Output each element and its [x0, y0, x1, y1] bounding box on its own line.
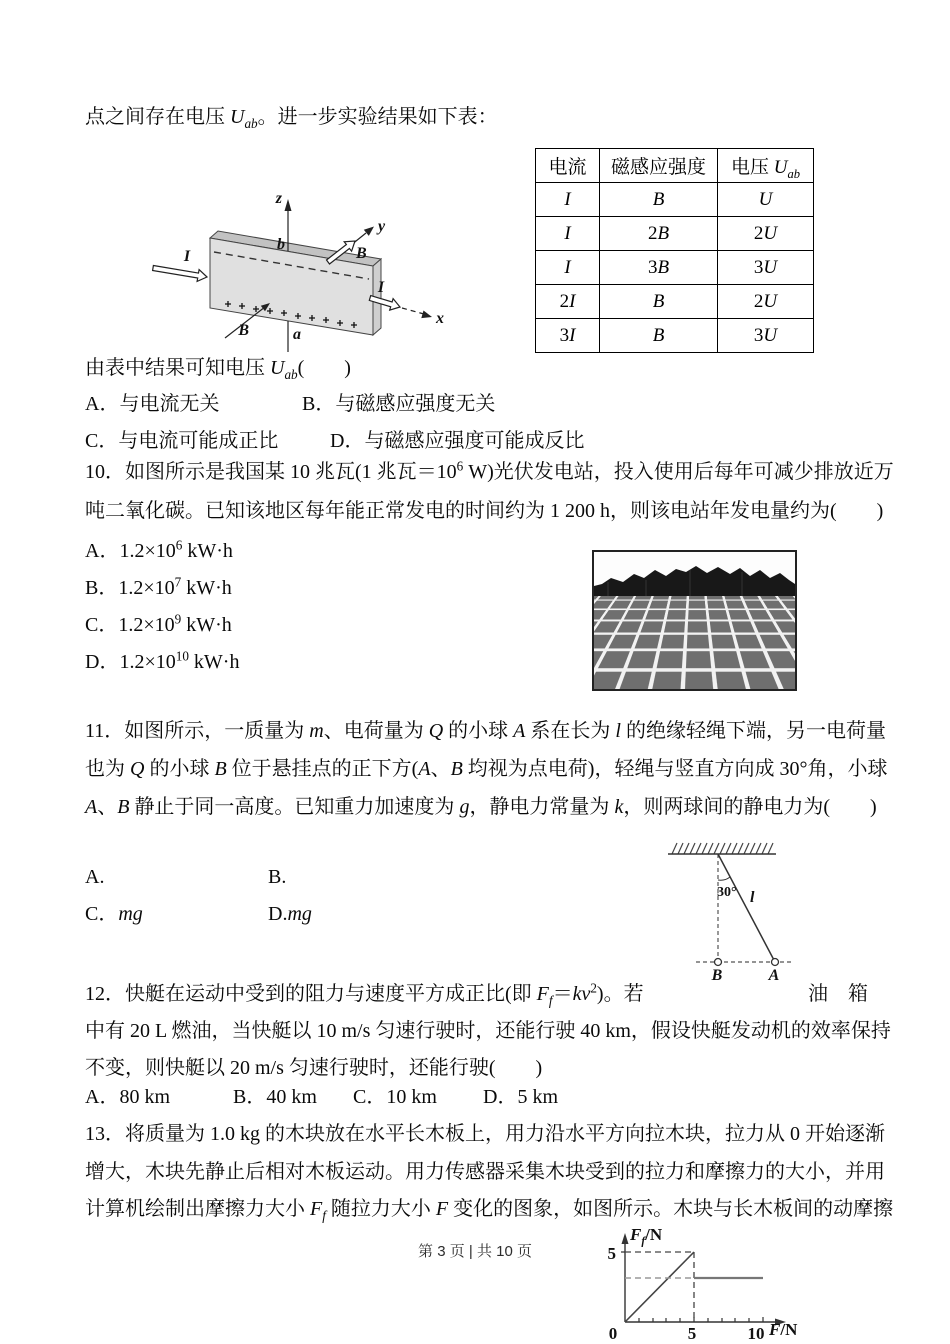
table-header-field: 磁感应强度 — [600, 149, 718, 183]
x-axis-arrowhead — [421, 311, 432, 319]
graph-rising-line — [625, 1252, 694, 1322]
q12-line-2: 中有 20 L 燃油，当快艇以 10 m/s 匀速行驶时，还能行驶 40 km，假设快艇发动机的效率保持 — [85, 1020, 891, 1042]
graph-tick-marks — [621, 1252, 763, 1322]
pendulum-angle-label: 30° — [717, 885, 737, 900]
solar-farm-photo — [592, 550, 797, 691]
pendulum-figure — [648, 836, 800, 984]
q11-option-a: A. — [85, 866, 105, 888]
q9-option-a: A．与电流无关 — [85, 393, 220, 415]
x-axis — [402, 308, 424, 314]
table-cell: 2U — [718, 285, 814, 319]
measurement-table — [535, 148, 814, 353]
graph-xtick-10: 10 — [747, 1324, 765, 1343]
table-cell: 2I — [536, 285, 600, 319]
q13-line-2: 增大，木块先静止后相对木板运动。用力传感器采集木块受到的拉力和摩擦力的大小，并用 — [85, 1161, 885, 1183]
q10-line-2: 吨二氧化碳。已知该地区每年能正常发电的时间约为 1 200 h，则该电站年发电量约为( ) — [85, 500, 884, 522]
q11-line-2: 也为 Q 的小球 B 位于悬挂点的正下方(A、B 均视为点电荷)，轻绳与竖直方向成 30°角，小球 — [85, 758, 888, 780]
hall-label-current-right: I — [377, 279, 385, 296]
graph-y-arrowhead — [622, 1233, 629, 1244]
table-cell: 3U — [718, 251, 814, 285]
angle-arc — [718, 877, 730, 880]
y-axis-arrowhead — [364, 227, 374, 236]
graph-xtick-5: 5 — [687, 1324, 697, 1343]
q11-option-c: C．mg — [85, 903, 143, 925]
photo-treeline — [594, 560, 795, 600]
q9-option-d: D．与磁感应强度可能成反比 — [330, 430, 585, 452]
graph-xtick-0: 0 — [608, 1324, 618, 1343]
table-cell: U — [718, 183, 814, 217]
hall-label-z: z — [275, 190, 282, 207]
q12-line-1-right: 油 箱 — [808, 983, 868, 1005]
table-row — [536, 217, 814, 251]
q12-option-b: B．40 km — [233, 1086, 317, 1108]
q9-conclusion-line: 由表中结果可知电压 $U_{ab}$( ) — [85, 357, 351, 382]
graph-x-axis-label: F/N — [769, 1320, 798, 1339]
q10-option-b: B．$1.2\times 10^7$ kW·h — [85, 574, 232, 599]
table-cell: 2U — [718, 217, 814, 251]
table-cell: 3B — [600, 251, 718, 285]
z-axis-arrowhead — [285, 199, 292, 211]
q10-option-d: D．$1.2\times 10^{10}$ kW·h — [85, 648, 240, 673]
hall-effect-figure — [148, 186, 450, 360]
table-row — [536, 319, 814, 353]
q12-option-c: C．10 km — [353, 1086, 437, 1108]
table-header-row — [536, 149, 814, 183]
q9-option-c: C．与电流可能成正比 — [85, 430, 279, 452]
table-cell: B — [600, 183, 718, 217]
graph-y-axis-label: $F_f/N$ — [630, 1225, 663, 1248]
q11-line-3: A、B 静止于同一高度。已知重力加速度为 g，静电力常量为 k，则两球间的静电力为( ) — [85, 796, 877, 818]
table-cell: I — [536, 217, 600, 251]
pendulum-label-a: A — [768, 967, 780, 984]
q10-option-a: A．$1.2\times 10^6$ kW·h — [85, 537, 233, 562]
ball-b — [715, 959, 722, 966]
string-line — [718, 854, 775, 962]
q12-option-a: A．80 km — [85, 1086, 170, 1108]
table-row — [536, 251, 814, 285]
ball-a — [772, 959, 779, 966]
slab-front-face — [210, 238, 373, 335]
pendulum-label-b: B — [711, 967, 723, 984]
table-cell: B — [600, 285, 718, 319]
ceiling-hatching — [672, 843, 773, 854]
hall-label-a-terminal: a — [293, 326, 301, 343]
table-cell: I — [536, 251, 600, 285]
q13-line-1: 13．将质量为 1.0 kg 的木块放在水平长木板上，用力沿水平方向拉木块，拉力从 0 开始逐渐 — [85, 1123, 885, 1145]
table-cell: B — [600, 319, 718, 353]
table-row — [536, 285, 814, 319]
q12-line-3: 不变，则快艇以 20 m/s 匀速行驶时，还能行驶( ) — [85, 1057, 543, 1079]
photo-panel-field — [594, 596, 795, 689]
hall-label-current-left: I — [183, 248, 191, 265]
q11-option-b: B. — [268, 866, 287, 888]
q9-option-b: B．与磁感应强度无关 — [302, 393, 496, 415]
hall-label-b-field-top: B — [356, 245, 367, 262]
pendulum-length-label: l — [750, 889, 755, 906]
table-cell: 3U — [718, 319, 814, 353]
table-row — [536, 183, 814, 217]
hall-label-y: y — [378, 218, 386, 235]
table-cell: I — [536, 183, 600, 217]
q10-line-1: 10．如图所示是我国某 10 兆瓦(1 兆瓦$=10^6$ W)光伏发电站，投入使用后每年可减少排放近万 — [85, 458, 894, 483]
q10-option-c: C．$1.2\times 10^9$ kW·h — [85, 611, 232, 636]
q12-line-1: 12．快艇在运动中受到的阻力与速度平方成正比(即 $F_f=kv^2$)。若 — [85, 980, 644, 1008]
table-cell: 3I — [536, 319, 600, 353]
table-header-current: 电流 — [536, 149, 600, 183]
intro-line: 点之间存在电压 $U_{ab}$。进一步实验结果如下表： — [85, 106, 498, 131]
table-cell: 2B — [600, 217, 718, 251]
hall-label-x: x — [436, 310, 444, 327]
q13-line-3: 计算机绘制出摩擦力大小 $F_f$ 随拉力大小 F 变化的图象，如图所示。木块与长木板间的动摩擦 — [85, 1198, 894, 1223]
graph-ytick-5: 5 — [607, 1244, 616, 1263]
current-in-arrow — [153, 266, 207, 282]
page-footer: 第 3 页 | 共 10 页 — [418, 1243, 532, 1260]
q12-option-d: D．5 km — [483, 1086, 558, 1108]
q11-line-1: 11．如图所示，一质量为 m、电荷量为 Q 的小球 A 系在长为 l 的绝缘轻绳下端，另一电荷量 — [85, 720, 886, 742]
table-header-voltage: 电压 $U_{ab}$ — [718, 149, 814, 183]
q11-option-d: D.mg — [268, 903, 312, 925]
hall-label-b-field-bottom: B — [238, 322, 249, 339]
hall-label-b-terminal: b — [277, 236, 285, 253]
